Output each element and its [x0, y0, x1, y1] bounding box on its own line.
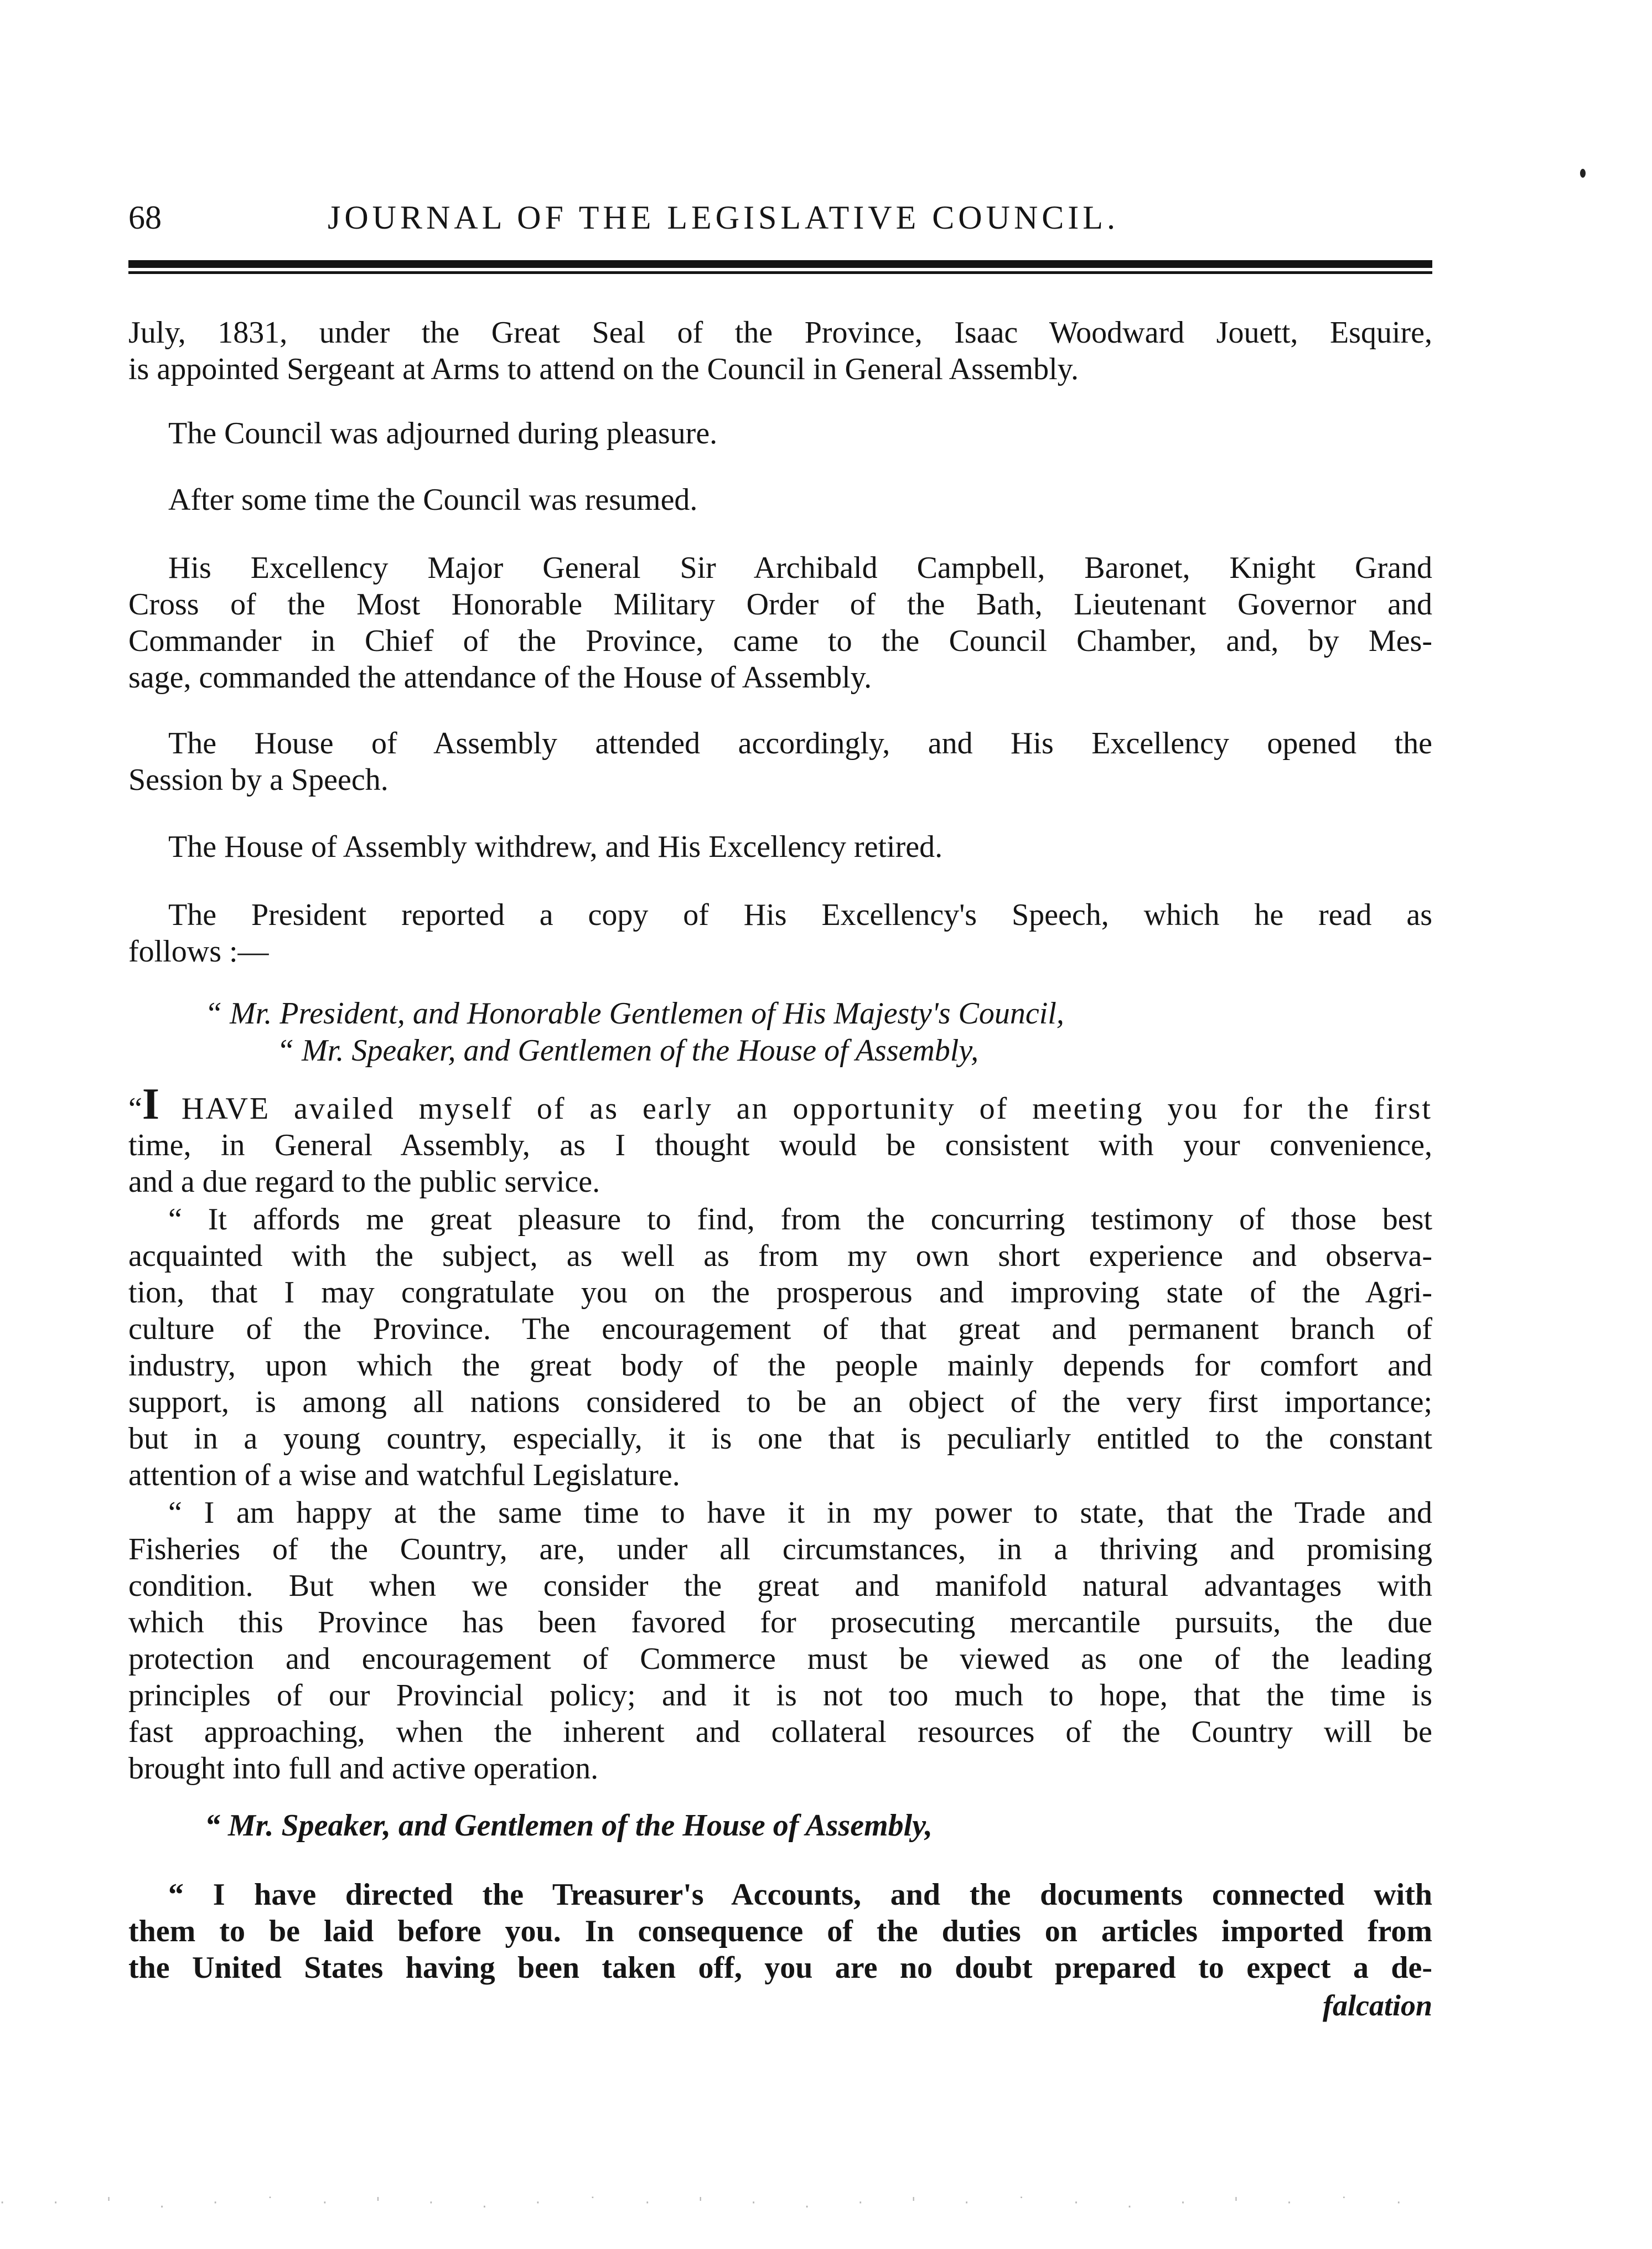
text-line: but in a young country, especially, it is one that is peculiarly entitled to the constant [128, 1421, 1432, 1456]
text-line: fast approaching, when the inherent and collateral resources of the Country will be [128, 1715, 1432, 1749]
text-line-rest: HAVE availed myself of as early an opportunity of meeting you for the first [181, 1092, 1432, 1126]
text-line [128, 1080, 1432, 1129]
text-line: attention of a wise and watchful Legislature. [128, 1458, 680, 1492]
catchword: falcation [1323, 1989, 1432, 2022]
text-line: brought into full and active operation. [128, 1751, 599, 1786]
text-line: culture of the Province. The encouragement of that great and permanent branch of [128, 1312, 1432, 1346]
speech-paragraph-treasurer [128, 1876, 1432, 1986]
text-line: them to be laid before you. In consequence of the duties on articles imported from [128, 1914, 1432, 1948]
text-line: tion, that I may congratulate you on the prosperous and improving state of the Agri- [128, 1275, 1432, 1310]
drop-cap: I [142, 1080, 159, 1129]
text-line: which this Province has been favored for prosecuting mercantile pursuits, the due [128, 1605, 1432, 1640]
opening-quote: “ [128, 1092, 142, 1126]
text-line: the United States having been taken off, you are no doubt prepared to expect a de- [128, 1951, 1432, 1985]
text-line: industry, upon which the great body of the people mainly depends for comfort and [128, 1348, 1432, 1383]
paragraph-assembly-attended [128, 725, 1432, 798]
salutation-assembly: “ Mr. Speaker, and Gentlemen of the House of Assembly, [277, 1033, 979, 1068]
paragraph-adjourned [128, 415, 1432, 452]
page-number: 68 [128, 199, 162, 236]
text-line: The House of Assembly attended accordingly, and His Excellency opened the [168, 726, 1432, 761]
text-line: “ It affords me great pleasure to find, from the concurring testimony of those best [168, 1202, 1432, 1237]
scan-noise: · · ' . · ˙ · ' · . · ˙ · ' · . · ' · ˙ · . · ' · ˙ · [0, 2195, 1423, 2211]
text-line: July, 1831, under the Great Seal of the Province, Isaac Woodward Jouett, Esquire, [128, 316, 1432, 350]
text-line: time, in General Assembly, as I thought would be consistent with your convenience, [128, 1128, 1432, 1162]
text-line: The House of Assembly withdrew, and His Excellency retired. [168, 830, 943, 864]
text-line: condition. But when we consider the great and manifold natural advantages with [128, 1569, 1432, 1603]
paragraph-president-reported [128, 897, 1432, 970]
page-header [128, 193, 1432, 242]
text-line: principles of our Provincial policy; and it is not too much to hope, that the time is [128, 1678, 1432, 1713]
paragraph-resumed [128, 482, 1432, 518]
text-line: protection and encouragement of Commerce must be viewed as one of the leading [128, 1642, 1432, 1676]
speech-paragraph-trade [128, 1495, 1432, 1787]
salutation-council: “ Mr. President, and Honorable Gentlemen of His Majesty's Council, [205, 996, 1064, 1031]
text-line: “ I am happy at the same time to have it in my power to state, that the Trade and [168, 1496, 1432, 1530]
text-line: The Council was adjourned during pleasure. [168, 416, 718, 451]
text-line: Session by a Speech. [128, 763, 389, 797]
running-title: JOURNAL OF THE LEGISLATIVE COUNCIL. [328, 199, 1119, 236]
text-line: support, is among all nations considered to be an object of the very first importance; [128, 1385, 1432, 1419]
paragraph-assembly-withdrew [128, 829, 1432, 865]
ink-speck [1580, 169, 1586, 178]
text-line: Cross of the Most Honorable Military Order of the Bath, Lieutenant Governor and [128, 587, 1432, 622]
text-line: and a due regard to the public service. [128, 1165, 600, 1199]
text-line: His Excellency Major General Sir Archibald Campbell, Baronet, Knight Grand [168, 551, 1432, 585]
speech-paragraph-opening [128, 1080, 1432, 1200]
text-line: “ I have directed the Treasurer's Accounts, and the documents connected with [168, 1878, 1432, 1912]
salutation-assembly-second: “ Mr. Speaker, and Gentlemen of the House of Assembly, [205, 1808, 933, 1843]
text-line: is appointed Sergeant at Arms to attend on the Council in General Assembly. [128, 352, 1079, 386]
text-line: acquainted with the subject, as well as from my own short experience and observa- [128, 1239, 1432, 1273]
text-line: follows :— [128, 934, 269, 969]
text-line: Commander in Chief of the Province, came to the Council Chamber, and, by Mes- [128, 624, 1432, 658]
text-line: sage, commanded the attendance of the House of Assembly. [128, 660, 872, 695]
header-rule-thin [128, 271, 1432, 274]
paragraph-sergeant-appointment [128, 314, 1432, 387]
header-rule-thick [128, 260, 1432, 268]
text-line: Fisheries of the Country, are, under all circumstances, in a thriving and promising [128, 1532, 1432, 1566]
paragraph-lieutenant-governor-arrival [128, 550, 1432, 696]
text-line: The President reported a copy of His Excellency's Speech, which he read as [168, 898, 1432, 932]
text-line: After some time the Council was resumed. [168, 483, 698, 517]
speech-paragraph-agriculture [128, 1201, 1432, 1493]
